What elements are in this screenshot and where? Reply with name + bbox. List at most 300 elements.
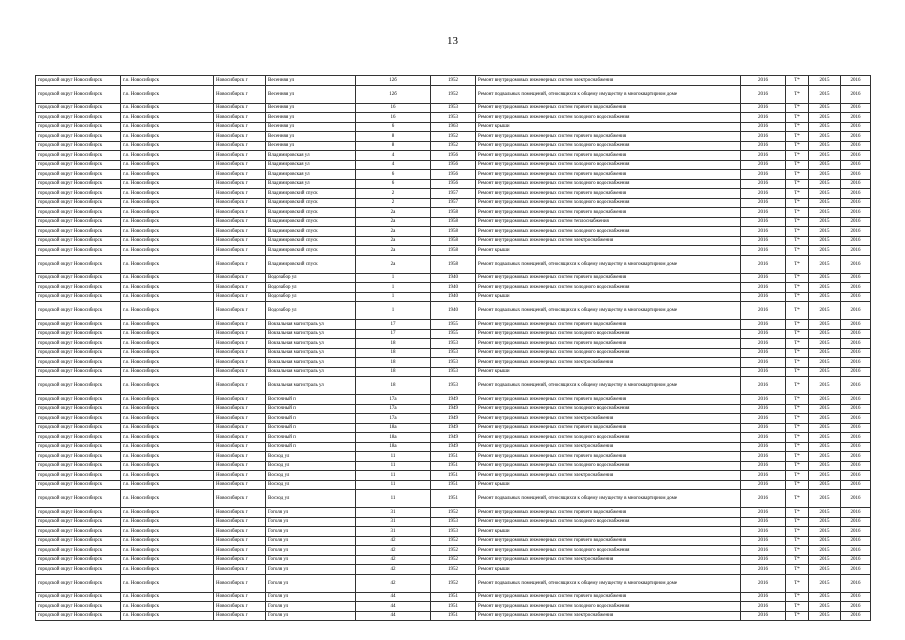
work-type-cell: Ремонт внутридомовых инженерных систем холодного водоснабжения	[476, 546, 741, 556]
municipality-cell: г.о. Новосибирск	[121, 404, 214, 414]
year-to-cell: 2016	[841, 423, 871, 433]
table-row	[36, 508, 871, 518]
street-cell: Гоголя ул	[266, 602, 356, 612]
mark-cell: Т*	[786, 320, 809, 330]
district-cell: городской округ Новосибирск	[36, 527, 121, 537]
mark-cell: Т*	[786, 141, 809, 151]
street-cell: Восточный п	[266, 404, 356, 414]
year-to-cell: 2016	[841, 536, 871, 546]
year-to-cell: 2016	[841, 442, 871, 452]
house-cell: 42	[356, 536, 431, 546]
locality-cell: Новосибирск г	[214, 189, 266, 199]
table-row	[36, 255, 871, 273]
municipality-cell: г.о. Новосибирск	[121, 358, 214, 368]
district-cell: городской округ Новосибирск	[36, 329, 121, 339]
year-from-cell: 2015	[809, 471, 841, 481]
table-row	[36, 208, 871, 218]
plan-year-cell: 2016	[741, 490, 786, 508]
year-built-cell: 1952	[431, 555, 476, 565]
house-cell: 31	[356, 508, 431, 518]
house-cell: 44	[356, 592, 431, 602]
municipality-cell: г.о. Новосибирск	[121, 536, 214, 546]
mark-cell: Т*	[786, 574, 809, 592]
house-cell: 18	[356, 358, 431, 368]
mark-cell: Т*	[786, 273, 809, 283]
street-cell: Гоголя ул	[266, 565, 356, 575]
year-built-cell: 1949	[431, 442, 476, 452]
plan-year-cell: 2016	[741, 151, 786, 161]
municipality-cell: г.о. Новосибирск	[121, 508, 214, 518]
plan-year-cell: 2016	[741, 217, 786, 227]
table-row	[36, 480, 871, 490]
street-cell: Восход ул	[266, 452, 356, 462]
street-cell: Вокзальная магистраль ул	[266, 377, 356, 395]
year-to-cell: 2016	[841, 358, 871, 368]
house-cell: 44	[356, 602, 431, 612]
year-from-cell: 2015	[809, 546, 841, 556]
year-built-cell: 1940	[431, 283, 476, 293]
table-row	[36, 179, 871, 189]
district-cell: городской округ Новосибирск	[36, 320, 121, 330]
year-built-cell: 1953	[431, 527, 476, 537]
year-from-cell: 2015	[809, 527, 841, 537]
work-type-cell: Ремонт внутридомовых инженерных систем холодного водоснабжения	[476, 348, 741, 358]
table-row	[36, 404, 871, 414]
work-type-cell: Ремонт внутридомовых инженерных систем электроснабжения	[476, 611, 741, 621]
year-built-cell: 1951	[431, 592, 476, 602]
locality-cell: Новосибирск г	[214, 527, 266, 537]
work-type-cell: Ремонт внутридомовых инженерных систем холодного водоснабжения	[476, 461, 741, 471]
year-built-cell: 1953	[431, 517, 476, 527]
house-cell: 12б	[356, 76, 431, 86]
year-to-cell: 2016	[841, 461, 871, 471]
locality-cell: Новосибирск г	[214, 292, 266, 302]
year-to-cell: 2016	[841, 527, 871, 537]
house-cell: 11	[356, 461, 431, 471]
work-type-cell: Ремонт подвальных помещений, относящихся к общему имуществу в многоквартирном доме	[476, 302, 741, 320]
municipality-cell: г.о. Новосибирск	[121, 461, 214, 471]
street-cell: Весенняя ул	[266, 141, 356, 151]
mark-cell: Т*	[786, 395, 809, 405]
work-type-cell: Ремонт внутридомовых инженерных систем электроснабжения	[476, 471, 741, 481]
mark-cell: Т*	[786, 76, 809, 86]
municipality-cell: г.о. Новосибирск	[121, 255, 214, 273]
table-row	[36, 377, 871, 395]
plan-year-cell: 2016	[741, 423, 786, 433]
year-built-cell: 1953	[431, 339, 476, 349]
work-type-cell: Ремонт внутридомовых инженерных систем горячего водоснабжения	[476, 273, 741, 283]
year-from-cell: 2015	[809, 339, 841, 349]
municipality-cell: г.о. Новосибирск	[121, 517, 214, 527]
table-row	[36, 471, 871, 481]
year-built-cell: 1957	[431, 198, 476, 208]
work-type-cell: Ремонт крыши	[476, 565, 741, 575]
street-cell: Гоголя ул	[266, 508, 356, 518]
year-from-cell: 2015	[809, 255, 841, 273]
street-cell: Владимировская ул	[266, 179, 356, 189]
street-cell: Восход ул	[266, 480, 356, 490]
work-type-cell: Ремонт внутридомовых инженерных систем горячего водоснабжения	[476, 423, 741, 433]
year-to-cell: 2016	[841, 452, 871, 462]
year-built-cell: 1952	[431, 508, 476, 518]
street-cell: Восход ул	[266, 490, 356, 508]
house-cell: 11	[356, 471, 431, 481]
district-cell: городской округ Новосибирск	[36, 76, 121, 86]
street-cell: Владимировский спуск	[266, 236, 356, 246]
year-to-cell: 2016	[841, 555, 871, 565]
plan-year-cell: 2016	[741, 395, 786, 405]
mark-cell: Т*	[786, 480, 809, 490]
locality-cell: Новосибирск г	[214, 461, 266, 471]
district-cell: городской округ Новосибирск	[36, 480, 121, 490]
district-cell: городской округ Новосибирск	[36, 433, 121, 443]
year-to-cell: 2016	[841, 592, 871, 602]
district-cell: городской округ Новосибирск	[36, 358, 121, 368]
district-cell: городской округ Новосибирск	[36, 367, 121, 377]
year-built-cell: 1940	[431, 273, 476, 283]
house-cell: 31	[356, 517, 431, 527]
locality-cell: Новосибирск г	[214, 414, 266, 424]
house-cell: 8	[356, 141, 431, 151]
year-from-cell: 2015	[809, 367, 841, 377]
municipality-cell: г.о. Новосибирск	[121, 433, 214, 443]
street-cell: Вокзальная магистраль ул	[266, 320, 356, 330]
plan-year-cell: 2016	[741, 273, 786, 283]
year-built-cell: 1953	[431, 348, 476, 358]
locality-cell: Новосибирск г	[214, 611, 266, 621]
year-built-cell: 1956	[431, 151, 476, 161]
municipality-cell: г.о. Новосибирск	[121, 151, 214, 161]
plan-year-cell: 2016	[741, 377, 786, 395]
year-built-cell: 1952	[431, 76, 476, 86]
year-built-cell: 1951	[431, 602, 476, 612]
work-type-cell: Ремонт внутридомовых инженерных систем холодного водоснабжения	[476, 198, 741, 208]
year-from-cell: 2015	[809, 141, 841, 151]
house-cell: 11	[356, 490, 431, 508]
street-cell: Восточный п	[266, 395, 356, 405]
locality-cell: Новосибирск г	[214, 208, 266, 218]
plan-year-cell: 2016	[741, 611, 786, 621]
year-from-cell: 2015	[809, 151, 841, 161]
locality-cell: Новосибирск г	[214, 339, 266, 349]
municipality-cell: г.о. Новосибирск	[121, 217, 214, 227]
locality-cell: Новосибирск г	[214, 433, 266, 443]
year-from-cell: 2015	[809, 508, 841, 518]
mark-cell: Т*	[786, 329, 809, 339]
work-type-cell: Ремонт внутридомовых инженерных систем электроснабжения	[476, 442, 741, 452]
year-from-cell: 2015	[809, 302, 841, 320]
year-to-cell: 2016	[841, 208, 871, 218]
house-cell: 18а	[356, 423, 431, 433]
year-to-cell: 2016	[841, 302, 871, 320]
mark-cell: Т*	[786, 471, 809, 481]
mark-cell: Т*	[786, 452, 809, 462]
work-type-cell: Ремонт внутридомовых инженерных систем холодного водоснабжения	[476, 517, 741, 527]
year-to-cell: 2016	[841, 217, 871, 227]
year-to-cell: 2016	[841, 565, 871, 575]
plan-year-cell: 2016	[741, 404, 786, 414]
work-type-cell: Ремонт внутридомовых инженерных систем холодного водоснабжения	[476, 602, 741, 612]
municipality-cell: г.о. Новосибирск	[121, 377, 214, 395]
district-cell: городской округ Новосибирск	[36, 103, 121, 113]
work-type-cell: Ремонт внутридомовых инженерных систем холодного водоснабжения	[476, 179, 741, 189]
locality-cell: Новосибирск г	[214, 122, 266, 132]
locality-cell: Новосибирск г	[214, 517, 266, 527]
municipality-cell: г.о. Новосибирск	[121, 132, 214, 142]
table-body	[36, 76, 871, 621]
mark-cell: Т*	[786, 527, 809, 537]
locality-cell: Новосибирск г	[214, 367, 266, 377]
locality-cell: Новосибирск г	[214, 348, 266, 358]
table-row	[36, 574, 871, 592]
municipality-cell: г.о. Новосибирск	[121, 423, 214, 433]
house-cell: 18	[356, 377, 431, 395]
mark-cell: Т*	[786, 103, 809, 113]
year-to-cell: 2016	[841, 198, 871, 208]
year-to-cell: 2016	[841, 517, 871, 527]
street-cell: Весенняя ул	[266, 85, 356, 103]
year-built-cell: 1949	[431, 404, 476, 414]
year-to-cell: 2016	[841, 490, 871, 508]
house-cell: 42	[356, 555, 431, 565]
street-cell: Весенняя ул	[266, 113, 356, 123]
year-to-cell: 2016	[841, 292, 871, 302]
house-cell: 31	[356, 527, 431, 537]
year-to-cell: 2016	[841, 480, 871, 490]
repair-program-table	[35, 75, 871, 621]
year-built-cell: 1952	[431, 132, 476, 142]
work-type-cell: Ремонт крыши	[476, 527, 741, 537]
year-to-cell: 2016	[841, 611, 871, 621]
year-from-cell: 2015	[809, 189, 841, 199]
municipality-cell: г.о. Новосибирск	[121, 565, 214, 575]
work-type-cell: Ремонт внутридомовых инженерных систем горячего водоснабжения	[476, 208, 741, 218]
street-cell: Гоголя ул	[266, 517, 356, 527]
municipality-cell: г.о. Новосибирск	[121, 103, 214, 113]
mark-cell: Т*	[786, 160, 809, 170]
year-from-cell: 2015	[809, 611, 841, 621]
street-cell: Владимировская ул	[266, 170, 356, 180]
district-cell: городской округ Новосибирск	[36, 348, 121, 358]
year-from-cell: 2015	[809, 292, 841, 302]
house-cell: 18а	[356, 433, 431, 443]
work-type-cell: Ремонт внутридомовых инженерных систем холодного водоснабжения	[476, 160, 741, 170]
year-built-cell: 1949	[431, 395, 476, 405]
street-cell: Восход ул	[266, 461, 356, 471]
year-from-cell: 2015	[809, 132, 841, 142]
municipality-cell: г.о. Новосибирск	[121, 236, 214, 246]
mark-cell: Т*	[786, 246, 809, 256]
locality-cell: Новосибирск г	[214, 358, 266, 368]
house-cell: 2а	[356, 227, 431, 237]
district-cell: городской округ Новосибирск	[36, 292, 121, 302]
street-cell: Гоголя ул	[266, 546, 356, 556]
work-type-cell: Ремонт внутридомовых инженерных систем холодного водоснабжения	[476, 141, 741, 151]
municipality-cell: г.о. Новосибирск	[121, 160, 214, 170]
plan-year-cell: 2016	[741, 141, 786, 151]
table-row	[36, 246, 871, 256]
mark-cell: Т*	[786, 179, 809, 189]
locality-cell: Новосибирск г	[214, 113, 266, 123]
street-cell: Владимировская ул	[266, 151, 356, 161]
house-cell: 6	[356, 122, 431, 132]
plan-year-cell: 2016	[741, 76, 786, 86]
mark-cell: Т*	[786, 536, 809, 546]
table-row	[36, 555, 871, 565]
table-row	[36, 358, 871, 368]
district-cell: городской округ Новосибирск	[36, 208, 121, 218]
plan-year-cell: 2016	[741, 367, 786, 377]
table-row	[36, 517, 871, 527]
mark-cell: Т*	[786, 85, 809, 103]
house-cell: 17	[356, 329, 431, 339]
mark-cell: Т*	[786, 208, 809, 218]
year-built-cell: 1952	[431, 141, 476, 151]
plan-year-cell: 2016	[741, 329, 786, 339]
municipality-cell: г.о. Новосибирск	[121, 592, 214, 602]
mark-cell: Т*	[786, 236, 809, 246]
street-cell: Водозабор ул	[266, 292, 356, 302]
house-cell: 2а	[356, 217, 431, 227]
year-built-cell: 1952	[431, 565, 476, 575]
street-cell: Весенняя ул	[266, 132, 356, 142]
district-cell: городской округ Новосибирск	[36, 471, 121, 481]
locality-cell: Новосибирск г	[214, 103, 266, 113]
locality-cell: Новосибирск г	[214, 377, 266, 395]
locality-cell: Новосибирск г	[214, 273, 266, 283]
work-type-cell: Ремонт внутридомовых инженерных систем холодного водоснабжения	[476, 113, 741, 123]
year-from-cell: 2015	[809, 461, 841, 471]
year-from-cell: 2015	[809, 602, 841, 612]
district-cell: городской округ Новосибирск	[36, 160, 121, 170]
municipality-cell: г.о. Новосибирск	[121, 302, 214, 320]
municipality-cell: г.о. Новосибирск	[121, 602, 214, 612]
year-built-cell: 1958	[431, 208, 476, 218]
district-cell: городской округ Новосибирск	[36, 574, 121, 592]
year-built-cell: 1952	[431, 546, 476, 556]
mark-cell: Т*	[786, 611, 809, 621]
mark-cell: Т*	[786, 414, 809, 424]
house-cell: 8	[356, 132, 431, 142]
district-cell: городской округ Новосибирск	[36, 113, 121, 123]
year-built-cell: 1958	[431, 255, 476, 273]
plan-year-cell: 2016	[741, 555, 786, 565]
year-built-cell: 1953	[431, 377, 476, 395]
year-from-cell: 2015	[809, 113, 841, 123]
plan-year-cell: 2016	[741, 452, 786, 462]
year-built-cell: 1963	[431, 122, 476, 132]
mark-cell: Т*	[786, 227, 809, 237]
locality-cell: Новосибирск г	[214, 574, 266, 592]
year-to-cell: 2016	[841, 377, 871, 395]
work-type-cell: Ремонт внутридомовых инженерных систем горячего водоснабжения	[476, 536, 741, 546]
municipality-cell: г.о. Новосибирск	[121, 113, 214, 123]
work-type-cell: Ремонт внутридомовых инженерных систем горячего водоснабжения	[476, 320, 741, 330]
locality-cell: Новосибирск г	[214, 329, 266, 339]
district-cell: городской округ Новосибирск	[36, 555, 121, 565]
street-cell: Владимировский спуск	[266, 189, 356, 199]
year-to-cell: 2016	[841, 227, 871, 237]
plan-year-cell: 2016	[741, 302, 786, 320]
house-cell: 17а	[356, 395, 431, 405]
district-cell: городской округ Новосибирск	[36, 198, 121, 208]
locality-cell: Новосибирск г	[214, 283, 266, 293]
locality-cell: Новосибирск г	[214, 179, 266, 189]
municipality-cell: г.о. Новосибирск	[121, 555, 214, 565]
locality-cell: Новосибирск г	[214, 480, 266, 490]
table-row	[36, 490, 871, 508]
mark-cell: Т*	[786, 404, 809, 414]
municipality-cell: г.о. Новосибирск	[121, 76, 214, 86]
plan-year-cell: 2016	[741, 536, 786, 546]
locality-cell: Новосибирск г	[214, 404, 266, 414]
year-built-cell: 1949	[431, 414, 476, 424]
table-row	[36, 151, 871, 161]
locality-cell: Новосибирск г	[214, 246, 266, 256]
district-cell: городской округ Новосибирск	[36, 377, 121, 395]
plan-year-cell: 2016	[741, 227, 786, 237]
district-cell: городской округ Новосибирск	[36, 602, 121, 612]
street-cell: Владимировский спуск	[266, 198, 356, 208]
locality-cell: Новосибирск г	[214, 141, 266, 151]
mark-cell: Т*	[786, 283, 809, 293]
plan-year-cell: 2016	[741, 592, 786, 602]
table-row	[36, 103, 871, 113]
municipality-cell: г.о. Новосибирск	[121, 320, 214, 330]
street-cell: Владимировская ул	[266, 160, 356, 170]
year-from-cell: 2015	[809, 414, 841, 424]
table-row	[36, 546, 871, 556]
year-to-cell: 2016	[841, 329, 871, 339]
table-row	[36, 414, 871, 424]
mark-cell: Т*	[786, 348, 809, 358]
house-cell: 18а	[356, 442, 431, 452]
district-cell: городской округ Новосибирск	[36, 452, 121, 462]
plan-year-cell: 2016	[741, 122, 786, 132]
house-cell: 2	[356, 189, 431, 199]
work-type-cell: Ремонт внутридомовых инженерных систем электроснабжения	[476, 358, 741, 368]
plan-year-cell: 2016	[741, 283, 786, 293]
plan-year-cell: 2016	[741, 546, 786, 556]
year-from-cell: 2015	[809, 227, 841, 237]
year-built-cell: 1952	[431, 574, 476, 592]
locality-cell: Новосибирск г	[214, 255, 266, 273]
plan-year-cell: 2016	[741, 160, 786, 170]
table-row	[36, 433, 871, 443]
year-to-cell: 2016	[841, 414, 871, 424]
table-row	[36, 198, 871, 208]
year-built-cell: 1951	[431, 490, 476, 508]
house-cell: 4	[356, 160, 431, 170]
house-cell: 17а	[356, 414, 431, 424]
house-cell: 6	[356, 179, 431, 189]
house-cell: 1	[356, 273, 431, 283]
year-from-cell: 2015	[809, 273, 841, 283]
municipality-cell: г.о. Новосибирск	[121, 527, 214, 537]
street-cell: Восточный п	[266, 423, 356, 433]
work-type-cell: Ремонт внутридомовых инженерных систем горячего водоснабжения	[476, 508, 741, 518]
table-row	[36, 189, 871, 199]
plan-year-cell: 2016	[741, 292, 786, 302]
district-cell: городской округ Новосибирск	[36, 236, 121, 246]
mark-cell: Т*	[786, 461, 809, 471]
year-built-cell: 1958	[431, 236, 476, 246]
municipality-cell: г.о. Новосибирск	[121, 471, 214, 481]
plan-year-cell: 2016	[741, 471, 786, 481]
street-cell: Гоголя ул	[266, 555, 356, 565]
house-cell: 2а	[356, 246, 431, 256]
year-built-cell: 1949	[431, 433, 476, 443]
